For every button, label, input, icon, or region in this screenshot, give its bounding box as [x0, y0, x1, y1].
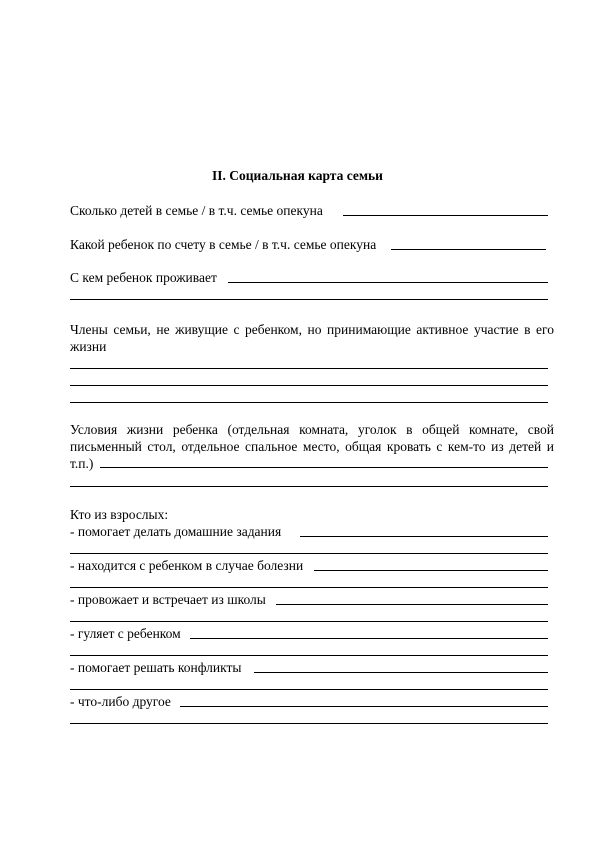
answer-line[interactable] [70, 621, 548, 622]
answer-line[interactable] [70, 553, 548, 554]
answer-line[interactable] [70, 486, 548, 487]
question-line: Условия жизни ребенка (отдельная комната, уголок в общей комнате, свой [70, 422, 554, 437]
answer-line[interactable] [70, 655, 548, 656]
adult-item-other: - что-либо другое [70, 694, 171, 709]
question-line: письменный стол, отдельное спальное место, общая кровать с кем-то из детей и [70, 439, 554, 454]
adult-item-conflicts: - помогает решать конфликты [70, 660, 242, 675]
answer-line[interactable] [70, 723, 548, 724]
question-child-order: Какой ребенок по счету в семье / в т.ч. семье опекуна [70, 237, 377, 252]
answer-line[interactable] [70, 385, 548, 386]
answer-line[interactable] [343, 215, 548, 216]
question-line: жизни [70, 339, 107, 354]
answer-line[interactable] [300, 536, 548, 537]
question-line: т.п.) [70, 456, 94, 471]
answer-line[interactable] [314, 570, 548, 571]
question-lives-with: С кем ребенок проживает [70, 270, 217, 285]
question-line: Члены семьи, не живущие с ребенком, но принимающие активное участие в его [70, 322, 554, 337]
answer-line[interactable] [190, 638, 548, 639]
question-living-conditions [70, 421, 554, 472]
adult-item-walks: - гуляет с ребенком [70, 626, 181, 641]
adult-item-school: - провожает и встречает из школы [70, 592, 266, 607]
answer-line[interactable] [254, 672, 548, 673]
answer-line[interactable] [228, 282, 548, 283]
answer-line[interactable] [70, 402, 548, 403]
answer-line[interactable] [100, 467, 548, 468]
adults-header: Кто из взрослых: [70, 507, 169, 522]
answer-line[interactable] [70, 368, 548, 369]
answer-line[interactable] [391, 249, 546, 250]
adult-item-homework: - помогает делать домашние задания [70, 524, 282, 539]
question-family-members [70, 321, 554, 355]
section-title: II. Социальная карта семьи [212, 168, 383, 183]
answer-line[interactable] [180, 706, 548, 707]
question-children-count: Сколько детей в семье / в т.ч. семье опекуна [70, 203, 323, 218]
adult-item-illness: - находится с ребенком в случае болезни [70, 558, 304, 573]
answer-line[interactable] [276, 604, 548, 605]
answer-line[interactable] [70, 299, 548, 300]
answer-line[interactable] [70, 689, 548, 690]
answer-line[interactable] [70, 587, 548, 588]
